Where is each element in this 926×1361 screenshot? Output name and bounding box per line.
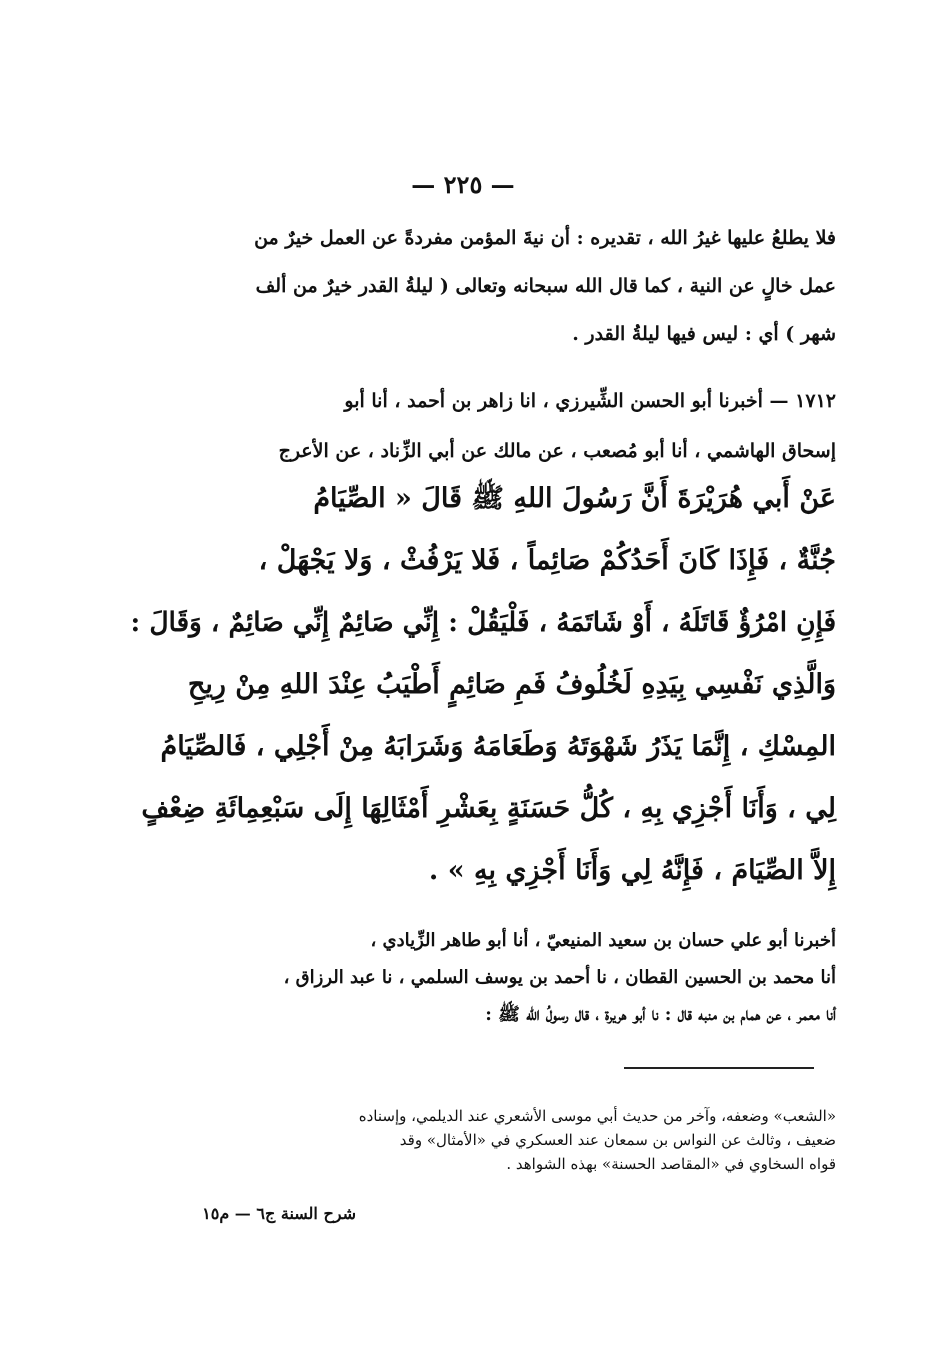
intro-paragraph — [136, 214, 836, 358]
intro-line: شهر ) أي : ليس فيها ليلةُ القدر . — [572, 323, 836, 345]
isnad-line: ١٧١٢ — أخبرنا أبو الحسن الشِّيرزي ، انا زاهر بن أحمد ، أنا أبو — [344, 390, 836, 412]
isnad-paragraph-2 — [116, 922, 836, 1033]
hadith-text — [116, 468, 836, 902]
hadith-line: وَالَّذِي نَفْسِي بِيَدِهِ لَخُلُوفُ فَمِ صَائِمٍ أَطْيَبُ عِنْدَ اللهِ مِنْ رِيحِ — [187, 669, 836, 700]
hadith-line: جُنَّةٌ ، فَإِذَا كَانَ أَحَدُكُمْ صَائِماً ، فَلا يَرْفُثْ ، وَلا يَجْهَلْ ، — [258, 545, 836, 576]
intro-line: فلا يطلعُ عليها غيرُ الله ، تقديره : أن نيةَ المؤمن مفردةً عن العمل خيرٌ من — [254, 227, 836, 249]
printer-signature: شرح السنة ج٦ — م١٥ — [202, 1204, 356, 1223]
isnad-line: أخبرنا أبو علي حسان بن سعيد المنيعيّ ، أنا أبو طاهر الزِّيادي ، — [370, 930, 836, 951]
hadith-line: فَإِنِ امْرُؤٌ قَاتَلَهُ ، أَوْ شَاتَمَهُ ، فَلْيَقُلْ : إِنِّي صَائِمٌ إِنِّي صَائِمٌ ، وَقَالَ : — [130, 607, 836, 638]
hadith-line: لِي ، وَأَنَا أَجْزِي بِهِ ، كُلُّ حَسَنَةٍ بِعَشْرِ أَمْثَالِهَا إِلَى سَبْعِمِائَةِ ضِعْفٍ — [141, 793, 836, 824]
isnad-line: أنا محمد بن الحسين القطان ، نا أحمد بن يوسف السلمي ، نا عبد الرزاق ، — [283, 967, 836, 988]
footnote-separator — [624, 1067, 814, 1069]
isnad-paragraph-1712 — [136, 376, 836, 476]
footnote-line: ضعيف ، وثالث عن النواس بن سمعان عند العسكري في «الأمثال» وقد — [399, 1131, 836, 1149]
footnote-line: «الشعب» وضعفه، وآخر من حديث أبي موسى الأشعري عند الديلمي، وإسناده — [358, 1107, 836, 1125]
isnad-line: أنا معمر ، عن همام بن منبه قال : نا أبو هريرة ، قال رسولُ الله ﷺ : — [485, 1004, 836, 1025]
intro-line: عمل خالٍ عن النية ، كما قال الله سبحانه وتعالى ( ليلةُ القدر خيرٌ من ألف — [255, 275, 836, 297]
footnote-line: قواه السخاوي في «المقاصد الحسنة» بهذه الشواهد . — [506, 1155, 836, 1173]
footnote — [136, 1104, 836, 1176]
hadith-line: إِلاَّ الصِّيَامَ ، فَإِنَّهُ لِي وَأَنَا أَجْزِي بِهِ » . — [428, 855, 836, 886]
hadith-line: عَنْ أَبي هُرَيْرَةَ أَنَّ رَسُولَ اللهِ ﷺ قَالَ « الصِّيَامُ — [313, 483, 836, 514]
hadith-line: المِسْكِ ، إِنَّمَا يَذَرُ شَهْوَتَهُ وَطَعَامَهُ وَشَرَابَهُ مِنْ أَجْلِي ، فَالصِّيَامُ — [160, 731, 836, 762]
page-number: — ٢٢٥ — — [411, 170, 515, 199]
isnad-line: إسحاق الهاشمي ، أنا أبو مُصعب ، عن مالك عن أبي الزِّناد ، عن الأعرج — [278, 440, 836, 462]
